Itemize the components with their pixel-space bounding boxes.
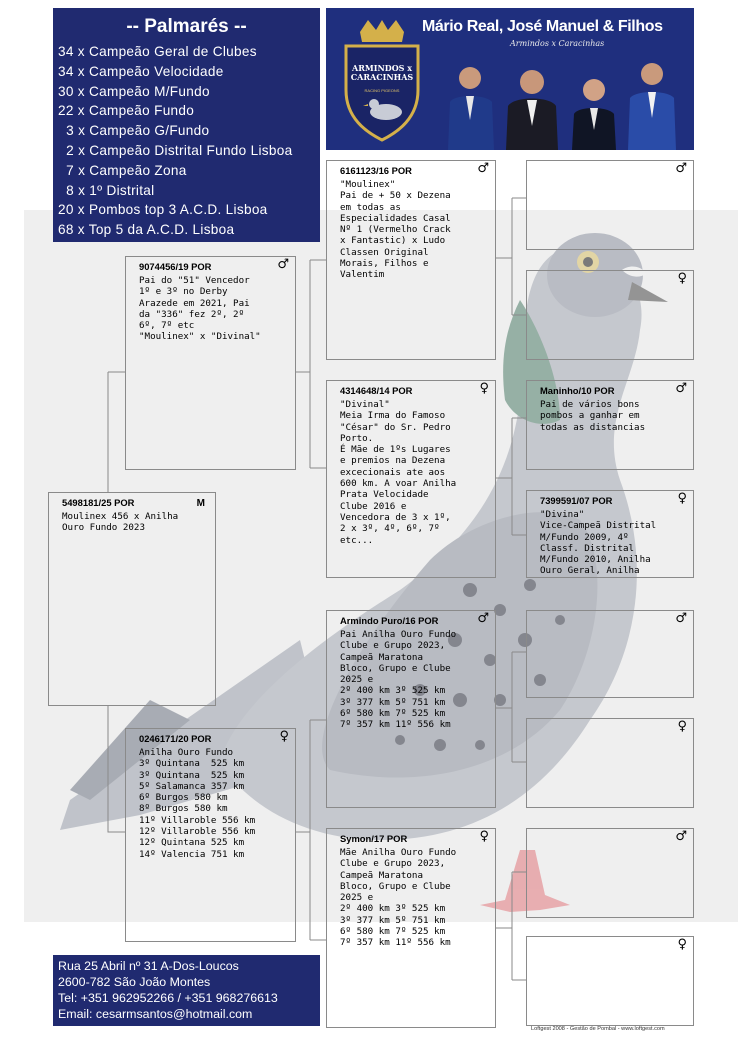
mother-box[interactable] bbox=[125, 728, 296, 942]
palmares-item: 20 x Pombos top 3 A.C.D. Lisboa bbox=[58, 202, 268, 218]
maternal-grandmother-box[interactable] bbox=[326, 828, 496, 1028]
ggp-text: Pai de vários bons pombos a ganhar em todas as distancias bbox=[540, 399, 646, 433]
maternal-grandfather-ring: Armindo Puro/16 POR bbox=[340, 615, 439, 626]
loft-subtitle: Armindos x Caracinhas bbox=[510, 39, 605, 48]
male-icon: ♂ bbox=[675, 381, 687, 396]
father-text: Pai do "51" Vencedor 1º e 3º no Derby Arazede em 2021, Pai da "336" fez 2º, 2º 6º, 7º etc "Moulinex" x "Divinal" bbox=[139, 275, 261, 343]
contact-postal: 2600-782 São João Montes bbox=[58, 975, 211, 989]
great-grandparent-box[interactable] bbox=[526, 490, 694, 578]
ggp-ring: Maninho/10 POR bbox=[540, 385, 615, 396]
female-icon: ♀ bbox=[677, 491, 687, 506]
great-grandparent-box[interactable] bbox=[526, 270, 694, 360]
male-icon: ♂ bbox=[477, 161, 489, 176]
palmares-title: -- Palmarés -- bbox=[126, 16, 247, 37]
logo-line3: RACING PIGEONS bbox=[364, 88, 400, 93]
logo-line2: CARACINHAS bbox=[350, 72, 414, 82]
paternal-grandfather-text: "Moulinex" Pai de + 50 x Dezena em todas as Especialidades Casal Nº 1 (Vermelho Crack x Fantastic) x Ludo Classen Original Morais, Filhos e Valentim bbox=[340, 179, 451, 281]
male-icon: ♂ bbox=[477, 611, 489, 626]
palmares-item: 68 x Top 5 da A.C.D. Lisboa bbox=[58, 222, 235, 238]
mother-text: Anilha Ouro Fundo 3º Quintana 525 km 3º Quintana 525 km 5º Salamanca 357 km 6º Burgos 580 km 8º Burgos 580 km 11º Villaroble 556 km 12º Villaroble 556 km 12º Quintana 525 km 14º Valencia 751 km bbox=[139, 747, 256, 860]
palmares-item: 2 x Campeão Distrital Fundo Lisboa bbox=[58, 142, 293, 158]
maternal-grandfather-text: Pai Anilha Ouro Fundo Clube e Grupo 2023, Campeã Maratona Bloco, Grupo e Clube 2025 e 2º 400 km 3º 525 km 3º 377 km 5º 751 km 6º 580 km 7º 525 km 7º 357 km 11º 556 km bbox=[340, 629, 457, 731]
subject-text: Moulinex 456 x Anilha Ouro Fundo 2023 bbox=[62, 511, 179, 534]
loft-name: Mário Real, José Manuel & Filhos bbox=[422, 18, 663, 35]
father-box[interactable] bbox=[125, 256, 296, 470]
great-grandparent-box[interactable] bbox=[526, 828, 694, 918]
maternal-grandfather-box[interactable] bbox=[326, 610, 496, 808]
palmares-item: 34 x Campeão Geral de Clubes bbox=[58, 44, 257, 59]
female-icon: ♀ bbox=[279, 729, 289, 744]
father-ring: 9074456/19 POR bbox=[139, 261, 212, 272]
paternal-grandfather-box[interactable] bbox=[326, 160, 496, 360]
maternal-grandmother-ring: Symon/17 POR bbox=[340, 833, 408, 844]
palmares-item: 34 x Campeão Velocidade bbox=[58, 63, 224, 79]
male-icon: ♂ bbox=[675, 611, 687, 626]
contact-address: Rua 25 Abril nº 31 A-Dos-Loucos bbox=[58, 959, 239, 973]
female-icon: ♀ bbox=[677, 271, 687, 286]
great-grandparent-box[interactable] bbox=[526, 718, 694, 808]
footer-credit: Loftgest 2008 - Gestão de Pombal - www.loftgest.com bbox=[531, 1026, 665, 1032]
great-grandparent-box[interactable] bbox=[526, 610, 694, 698]
palmares-list bbox=[58, 42, 292, 240]
palmares-item: 22 x Campeão Fundo bbox=[58, 103, 195, 119]
subject-box[interactable] bbox=[48, 492, 216, 706]
female-icon: ♀ bbox=[677, 937, 687, 952]
subject-ring: 5498181/25 POR bbox=[62, 497, 135, 508]
loft-logo bbox=[340, 20, 424, 144]
contact-panel bbox=[53, 955, 320, 1026]
male-icon: ♂ bbox=[277, 257, 289, 272]
contact-phone: Tel: +351 962952266 / +351 968276613 bbox=[58, 991, 278, 1005]
paternal-grandmother-text: "Divinal" Meia Irma do Famoso "César" do Sr. Pedro Porto. É Mãe de 1ºs Lugares e premios na Dezena excecionais ate aos 600 km. A voar Anilha Prata Velocidade Clube 2016 e Vencedora de 3 x 1º, 2 x 3º, 4º, 6º, 7º etc... bbox=[340, 399, 457, 546]
palmares-item: 8 x 1º Distrital bbox=[58, 182, 155, 198]
contact-email[interactable]: Email: cesarmsantos@hotmail.com bbox=[58, 1007, 253, 1021]
great-grandparent-box[interactable] bbox=[526, 380, 694, 470]
ggp-text: "Divina" Vice-Campeã Distrital M/Fundo 2009, 4º Classf. Distrital M/Fundo 2010, Anilha Ouro Geral, Anilha bbox=[540, 509, 657, 577]
team-photo bbox=[436, 60, 694, 150]
palmares-item: 30 x Campeão M/Fundo bbox=[58, 83, 210, 99]
paternal-grandfather-ring: 6161123/16 POR bbox=[340, 165, 412, 176]
male-icon: ♂ bbox=[675, 829, 687, 844]
sex-label: M bbox=[196, 498, 205, 509]
paternal-grandmother-ring: 4314648/14 POR bbox=[340, 385, 413, 396]
crown-icon bbox=[360, 20, 404, 42]
male-icon: ♂ bbox=[675, 161, 687, 176]
loft-banner bbox=[326, 8, 694, 150]
logo-line1: ARMINDOS x bbox=[351, 63, 412, 73]
mother-ring: 0246171/20 POR bbox=[139, 733, 212, 744]
palmares-item: 7 x Campeão Zona bbox=[58, 162, 187, 178]
great-grandparent-box[interactable] bbox=[526, 160, 694, 250]
female-icon: ♀ bbox=[677, 719, 687, 734]
palmares-panel bbox=[53, 8, 320, 242]
great-grandparent-box[interactable] bbox=[526, 936, 694, 1026]
palmares-item: 3 x Campeão G/Fundo bbox=[58, 123, 210, 139]
ggp-ring: 7399591/07 POR bbox=[540, 495, 613, 506]
female-icon: ♀ bbox=[479, 829, 489, 844]
maternal-grandmother-text: Mãe Anilha Ouro Fundo Clube e Grupo 2023, Campeã Maratona Bloco, Grupo e Clube 2025 e 2º 400 km 3º 525 km 3º 377 km 5º 751 km 6º 580 km 7º 525 km 7º 357 km 11º 556 km bbox=[340, 847, 457, 949]
paternal-grandmother-box[interactable] bbox=[326, 380, 496, 578]
female-icon: ♀ bbox=[479, 381, 489, 396]
